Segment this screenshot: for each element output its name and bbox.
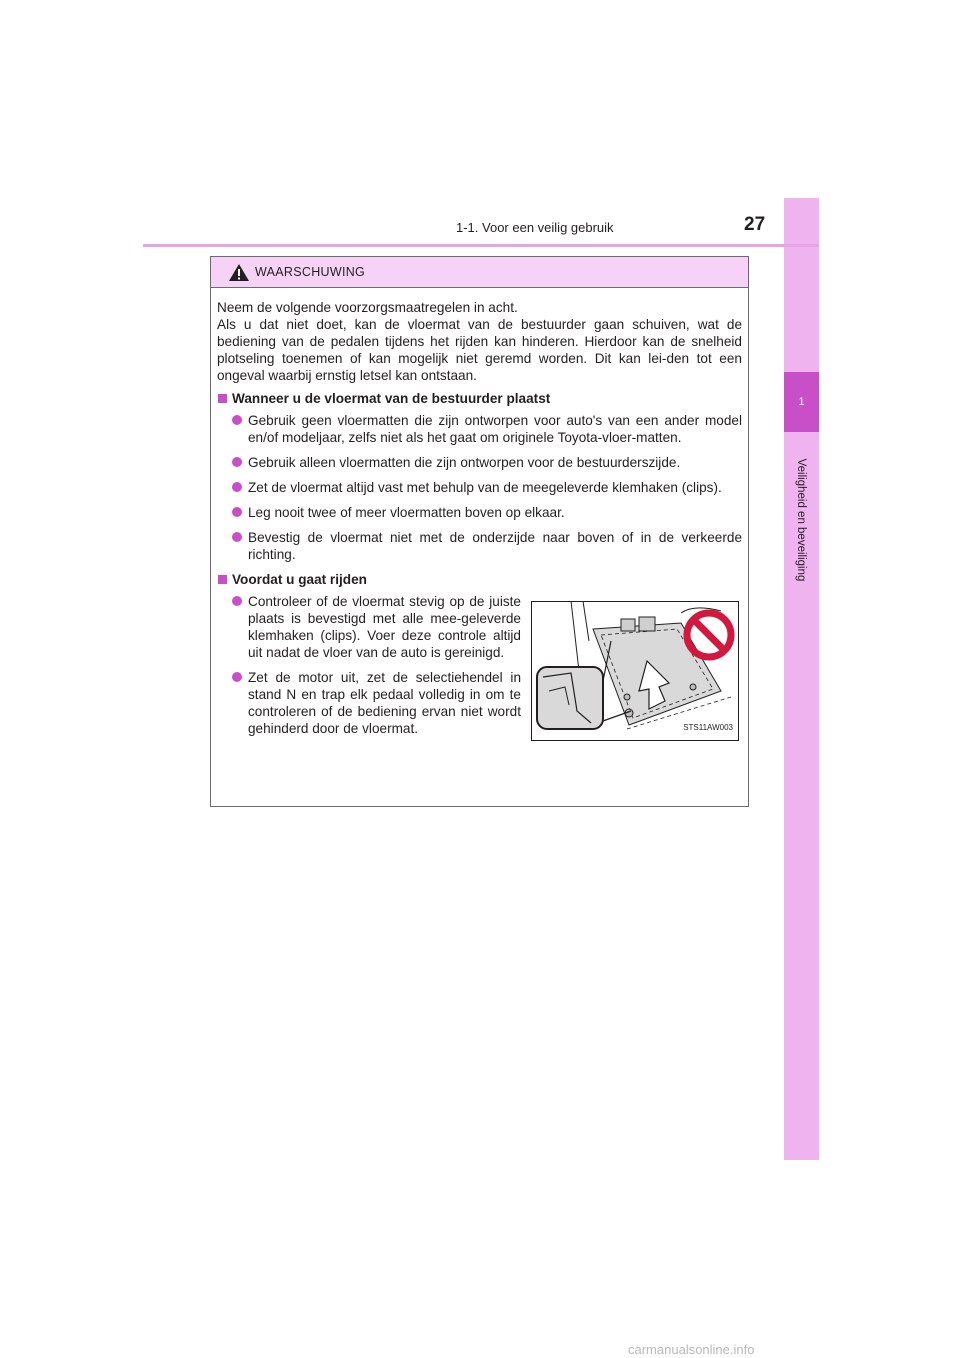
side-tab <box>784 198 819 1160</box>
chapter-title: Veiligheid en beveiliging <box>795 458 807 582</box>
warning-triangle-icon <box>228 263 250 282</box>
warning-box <box>210 256 749 807</box>
list-item <box>217 669 521 737</box>
section-heading-text: Voordat u gaat rijden <box>232 572 367 587</box>
round-bullet-icon <box>232 457 242 467</box>
round-bullet-icon <box>232 415 242 425</box>
list-item <box>217 504 742 521</box>
round-bullet-icon <box>232 482 242 492</box>
chapter-number: 1 <box>784 372 819 432</box>
watermark: carmanualsonline.info <box>628 1342 755 1357</box>
section-heading-text: Wanneer u de vloermat van de bestuurder plaatst <box>232 391 551 406</box>
list-item-text: Zet de vloermat altijd vast met behulp van de meegeleverde klemhaken (clips). <box>248 480 722 495</box>
section-title: 1-1. Voor een veilig gebruik <box>456 220 614 235</box>
list-item <box>217 593 521 661</box>
section-heading <box>217 571 742 588</box>
before-driving-block <box>217 593 742 737</box>
page-number: 27 <box>744 214 766 235</box>
warning-content <box>211 287 748 806</box>
round-bullet-icon <box>232 672 242 682</box>
floor-mat-illustration <box>531 601 739 741</box>
round-bullet-icon <box>232 532 242 542</box>
list-item-text: Zet de motor uit, zet de selectiehendel in stand N en trap elk pedaal volledig in om te controleren of de bediening ervan niet wordt gehinderd door de vloermat. <box>248 670 521 736</box>
warning-label: WAARSCHUWING <box>255 265 366 279</box>
list-item <box>217 529 742 563</box>
list-item-text: Controleer of de vloermat stevig op de juiste plaats is bevestigd met alle mee-geleverde klemhaken (clips). Voer deze controle altijd uit nadat de vloer van de auto is gereinigd. <box>248 594 521 660</box>
intro-paragraph: Als u dat niet doet, kan de vloermat van de bestuurder gaan schuiven, wat de bediening van de pedalen tijdens het rijden kan hinderen. Hierdoor kan de snelheid plotseling toenemen of kan mogelijk niet geremd worden. Dit kan lei-den tot een ongeval waarbij ernstig letsel kan ontstaan. <box>217 317 742 383</box>
list-item-text: Leg nooit twee of meer vloermatten boven op elkaar. <box>248 505 565 520</box>
warning-header <box>211 257 748 288</box>
square-bullet-icon <box>218 394 227 403</box>
list-item <box>217 412 742 446</box>
list-item-text: Gebruik alleen vloermatten die zijn ontworpen voor de bestuurderszijde. <box>248 455 681 470</box>
list-item-text: Bevestig de vloermat niet met de onderzijde naar boven of in de verkeerde richting. <box>248 530 742 562</box>
round-bullet-icon <box>232 596 242 606</box>
list-item-text: Gebruik geen vloermatten die zijn ontworpen voor auto's van een ander model en/of modeljaar, zelfs niet als het gaat om originele Toyota-vloer-matten. <box>248 413 742 445</box>
list-item <box>217 454 742 471</box>
before-driving-list <box>217 593 521 737</box>
square-bullet-icon <box>218 575 227 584</box>
intro-line: Neem de volgende voorzorgsmaatregelen in acht. <box>217 300 518 315</box>
figure-code: STS11AW003 <box>683 723 733 732</box>
list-item <box>217 479 742 496</box>
section-heading <box>217 390 742 407</box>
header-rule <box>143 244 819 247</box>
round-bullet-icon <box>232 507 242 517</box>
